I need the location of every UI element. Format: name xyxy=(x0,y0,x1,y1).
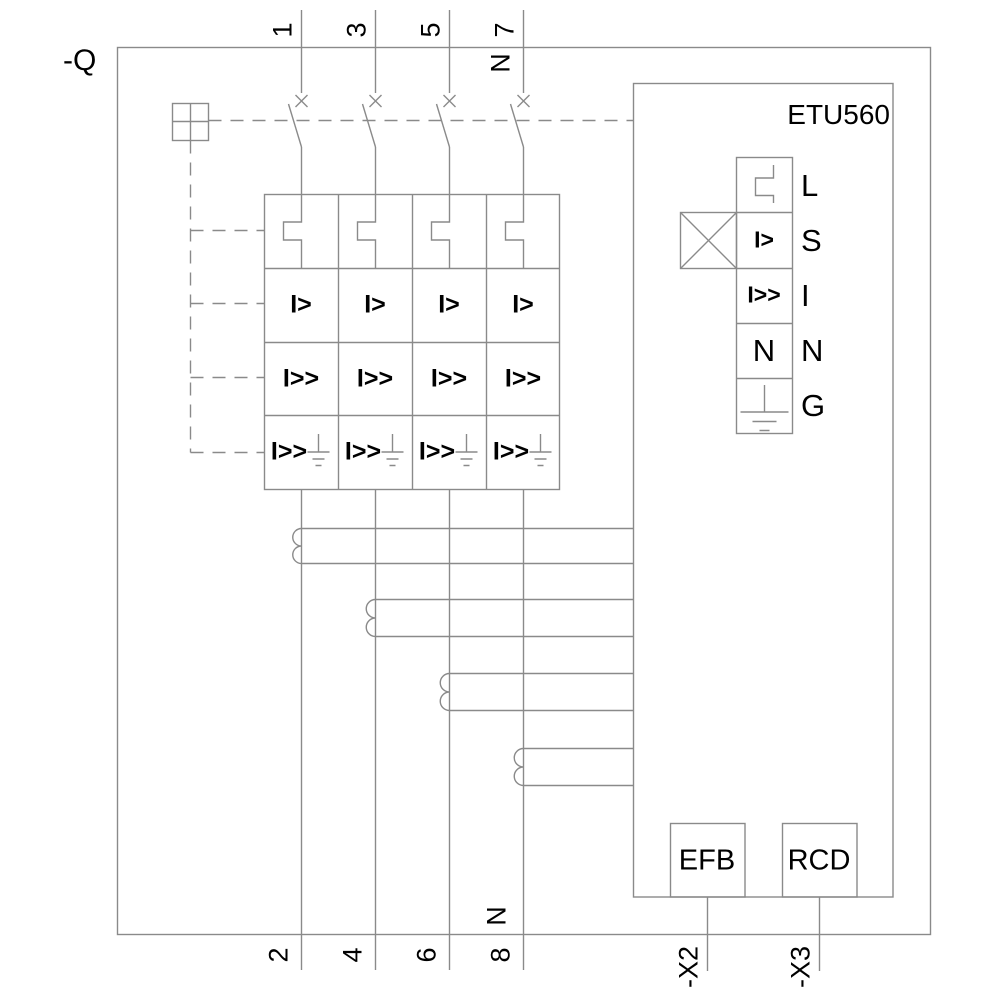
long-time-step-icon xyxy=(358,195,376,269)
terminal-label-6: 6 xyxy=(411,947,442,963)
short-circuit-symbol: I>> xyxy=(430,364,468,393)
neutral-label-top: N xyxy=(485,53,516,73)
function-label-n: N xyxy=(801,333,824,368)
terminal-label-5: 5 xyxy=(415,22,446,38)
terminal-label-1: 1 xyxy=(267,22,298,38)
overload-symbol: I> xyxy=(290,290,312,319)
trip-cell-i-symbol: I>> xyxy=(747,281,781,308)
earth-icon xyxy=(741,385,789,431)
aux-terminal-x3: -X3 xyxy=(785,945,816,989)
ground-fault-symbol: I>> xyxy=(492,437,530,466)
overload-symbol: I> xyxy=(364,290,386,319)
long-time-step-icon xyxy=(756,165,774,203)
breaker-contact-icon xyxy=(370,95,382,107)
terminal-label-8: 8 xyxy=(485,947,516,963)
ct-coil-icon xyxy=(293,529,634,786)
module-label-rcd: RCD xyxy=(787,844,851,877)
breaker-contact-icon xyxy=(296,95,308,107)
ground-fault-symbol: I>> xyxy=(418,437,456,466)
short-circuit-symbol: I>> xyxy=(504,364,542,393)
long-time-step-icon xyxy=(506,195,524,269)
terminal-label-3: 3 xyxy=(341,22,372,38)
device-designation: -Q xyxy=(63,44,97,77)
overload-symbol: I> xyxy=(438,290,460,319)
function-label-l: L xyxy=(801,168,819,203)
short-circuit-symbol: I>> xyxy=(356,364,394,393)
ground-fault-symbol: I>> xyxy=(270,437,308,466)
short-circuit-symbol: I>> xyxy=(282,364,320,393)
neutral-label-bottom: N xyxy=(481,906,512,926)
aux-terminal-x2: -X2 xyxy=(673,945,704,989)
crossed-box-icon xyxy=(681,213,737,269)
trip-cell-n-symbol: N xyxy=(752,333,776,368)
function-label-i: I xyxy=(801,278,810,313)
breaker-contact-icon xyxy=(518,95,530,107)
function-label-s: S xyxy=(801,223,822,258)
trip-unit-title: ETU560 xyxy=(787,99,890,130)
long-time-step-icon xyxy=(284,195,302,269)
terminal-label-7: 7 xyxy=(489,22,520,38)
ground-fault-symbol: I>> xyxy=(344,437,382,466)
terminal-label-4: 4 xyxy=(337,947,368,963)
overload-symbol: I> xyxy=(512,290,534,319)
terminal-label-2: 2 xyxy=(263,947,294,963)
long-time-step-icon xyxy=(432,195,450,269)
function-label-g: G xyxy=(801,388,826,423)
module-label-efb: EFB xyxy=(678,844,736,877)
breaker-contact-icon xyxy=(444,95,456,107)
mechanism-box-icon xyxy=(173,104,209,141)
trip-unit-border xyxy=(634,84,894,898)
trip-cell-s-symbol: I> xyxy=(754,226,774,253)
